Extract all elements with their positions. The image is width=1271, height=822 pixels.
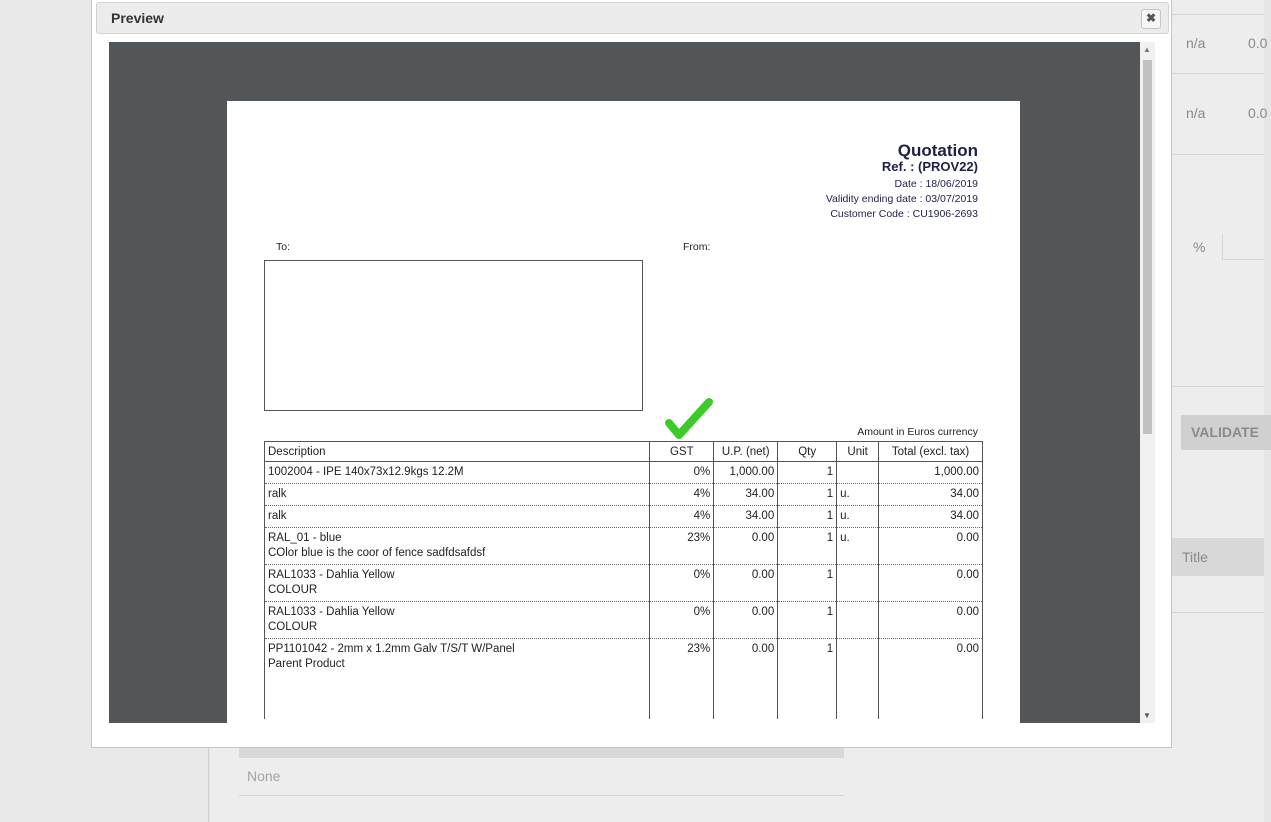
table-row bbox=[265, 462, 983, 484]
cell-total: 0.00 bbox=[879, 602, 983, 639]
description-line: 1002004 - IPE 140x73x12.9kgs 12.2M bbox=[268, 466, 464, 478]
column-header-description: Description bbox=[265, 442, 650, 462]
cell-unit bbox=[837, 565, 879, 602]
table-row bbox=[265, 639, 983, 719]
percent-input[interactable] bbox=[1222, 234, 1264, 260]
cell-unit bbox=[837, 462, 879, 484]
column-header-unit: Unit bbox=[837, 442, 879, 462]
description-line: RAL_01 - blue bbox=[268, 532, 342, 544]
cell-unit-price: 0.00 bbox=[714, 639, 778, 719]
cell-gst: 23% bbox=[650, 528, 714, 565]
cell-unit-price: 1,000.00 bbox=[714, 462, 778, 484]
description-line: PP1101042 - 2mm x 1.2mm Galv T/S/T W/Panel bbox=[268, 643, 515, 655]
validate-button[interactable]: VALIDATE bbox=[1181, 415, 1271, 450]
column-header-total: Total (excl. tax) bbox=[879, 442, 983, 462]
cell-gst: 4% bbox=[650, 484, 714, 506]
cell-total: 0.00 bbox=[879, 565, 983, 602]
description-line: RAL1033 - Dahlia Yellow bbox=[268, 569, 395, 581]
none-placeholder: None bbox=[247, 768, 281, 784]
checkmark-icon bbox=[665, 397, 713, 441]
cell-unit: u. bbox=[837, 484, 879, 506]
divider bbox=[1172, 612, 1264, 613]
cell-unit bbox=[837, 639, 879, 719]
pdf-page bbox=[227, 101, 1020, 741]
dialog-titlebar[interactable] bbox=[96, 2, 1169, 34]
table-row bbox=[265, 602, 983, 639]
column-header-gst: GST bbox=[650, 442, 714, 462]
from-label: From: bbox=[683, 241, 711, 253]
viewer-scrollbar[interactable] bbox=[1140, 42, 1155, 723]
cell-qty: 1 bbox=[778, 462, 837, 484]
document-validity: Validity ending date : 03/07/2019 bbox=[825, 193, 978, 205]
cell-gst: 23% bbox=[650, 639, 714, 719]
close-button[interactable] bbox=[1141, 9, 1161, 29]
table-header-row bbox=[265, 442, 983, 462]
description-line: RAL1033 - Dahlia Yellow bbox=[268, 606, 395, 618]
close-icon: ✖ bbox=[1145, 11, 1157, 25]
cell-total: 34.00 bbox=[879, 484, 983, 506]
cell-total: 34.00 bbox=[879, 506, 983, 528]
cell-qty: 1 bbox=[778, 484, 837, 506]
cell-qty: 1 bbox=[778, 506, 837, 528]
scroll-up-icon[interactable]: ▲ bbox=[1143, 45, 1151, 54]
row-label: n/a bbox=[1186, 105, 1206, 121]
cell-total: 0.00 bbox=[879, 639, 983, 719]
cell-description bbox=[265, 484, 650, 506]
background-section-header bbox=[239, 748, 844, 758]
cell-unit-price: 34.00 bbox=[714, 506, 778, 528]
dialog-title: Preview bbox=[111, 10, 164, 26]
row-label: n/a bbox=[1186, 35, 1206, 51]
cell-description bbox=[265, 602, 650, 639]
cell-unit-price: 0.00 bbox=[714, 602, 778, 639]
cell-description bbox=[265, 528, 650, 565]
document-ref: Ref. : (PROV22) bbox=[881, 159, 978, 174]
cell-gst: 0% bbox=[650, 462, 714, 484]
cell-qty: 1 bbox=[778, 565, 837, 602]
divider bbox=[1172, 14, 1264, 15]
cell-qty: 1 bbox=[778, 602, 837, 639]
divider bbox=[1172, 386, 1264, 387]
cell-total: 0.00 bbox=[879, 528, 983, 565]
scrollbar-thumb[interactable] bbox=[1143, 60, 1152, 434]
cell-unit-price: 0.00 bbox=[714, 528, 778, 565]
table-row bbox=[265, 565, 983, 602]
cell-unit bbox=[837, 602, 879, 639]
divider bbox=[239, 795, 844, 796]
description-detail: COLOUR bbox=[268, 621, 318, 633]
cell-description bbox=[265, 639, 650, 719]
document-customer-code: Customer Code : CU1906-2693 bbox=[830, 208, 978, 220]
pdf-viewer[interactable] bbox=[109, 42, 1155, 723]
line-items-table bbox=[264, 441, 983, 719]
cell-unit: u. bbox=[837, 506, 879, 528]
preview-dialog bbox=[91, 0, 1172, 748]
table-row bbox=[265, 506, 983, 528]
table-row bbox=[265, 528, 983, 565]
cell-description bbox=[265, 462, 650, 484]
cell-description bbox=[265, 565, 650, 602]
row-value: 0.0 bbox=[1248, 35, 1268, 51]
table-row bbox=[265, 484, 983, 506]
cell-gst: 4% bbox=[650, 506, 714, 528]
cell-unit-price: 0.00 bbox=[714, 565, 778, 602]
title-column-header: Title bbox=[1172, 538, 1264, 576]
column-header-unit-price: U.P. (net) bbox=[714, 442, 778, 462]
description-detail: COLOUR bbox=[268, 584, 318, 596]
cell-description bbox=[265, 506, 650, 528]
document-title: Quotation bbox=[897, 141, 978, 160]
scroll-down-icon[interactable]: ▼ bbox=[1143, 711, 1151, 720]
document-date: Date : 18/06/2019 bbox=[894, 178, 978, 190]
cell-gst: 0% bbox=[650, 602, 714, 639]
background-right-column bbox=[1172, 0, 1268, 822]
cell-gst: 0% bbox=[650, 565, 714, 602]
to-label: To: bbox=[276, 241, 291, 253]
percent-symbol: % bbox=[1193, 239, 1206, 255]
cell-unit: u. bbox=[837, 528, 879, 565]
description-detail: Parent Product bbox=[268, 658, 345, 670]
cell-total: 1,000.00 bbox=[879, 462, 983, 484]
divider bbox=[1172, 154, 1264, 155]
cell-qty: 1 bbox=[778, 528, 837, 565]
description-line: ralk bbox=[268, 510, 287, 522]
cell-qty: 1 bbox=[778, 639, 837, 719]
row-value: 0.0 bbox=[1248, 105, 1268, 121]
recipient-address-box bbox=[264, 260, 643, 411]
divider bbox=[1172, 73, 1264, 74]
cell-unit-price: 34.00 bbox=[714, 484, 778, 506]
description-line: ralk bbox=[268, 488, 287, 500]
currency-note: Amount in Euros currency bbox=[857, 426, 978, 438]
description-detail: COlor blue is the coor of fence sadfdsafdsf bbox=[268, 547, 486, 559]
column-header-qty: Qty bbox=[778, 442, 837, 462]
